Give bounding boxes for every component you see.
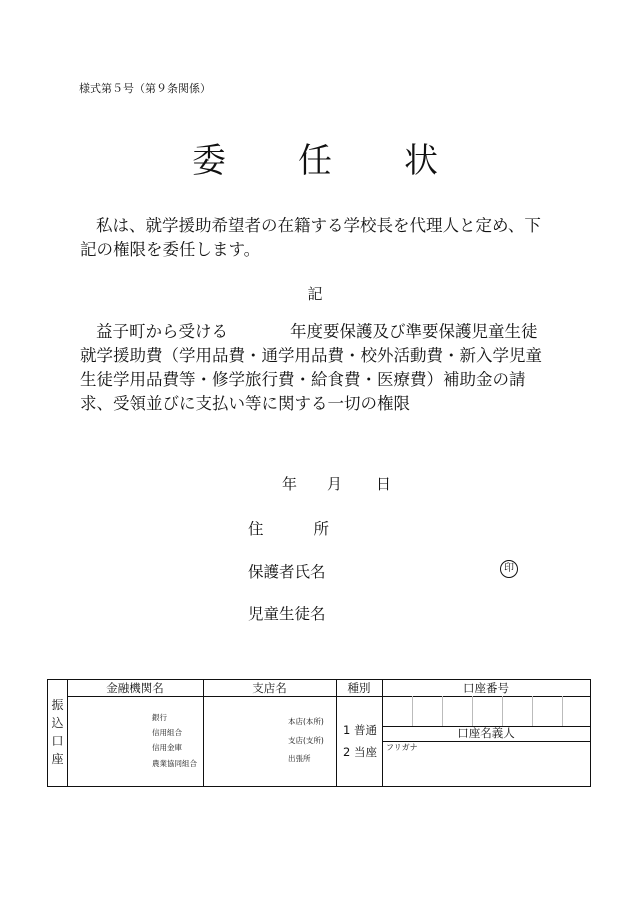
header-institution: 金融機関名 [106, 681, 164, 695]
authority-rest: 年度要保護及び準要保護児童生徒就学援助費（学用品費・通学用品費・校外活動費・新入学児童生徒学用品費等・修学旅行費・給食費・医療費）補助金の請求、受領並びに支払い等に関する一切の権限 [80, 322, 542, 413]
date-line [282, 473, 391, 494]
institution-type: 銀行 [152, 713, 167, 722]
ki-heading: 記 [307, 285, 323, 303]
institution-type: 農業協同組合 [152, 759, 197, 768]
digit-separator [442, 696, 443, 726]
digit-separator [412, 696, 413, 726]
seal-mark: 印 [500, 560, 518, 578]
form-number: 様式第５号（第９条関係） [79, 82, 211, 95]
year-label: 年 [282, 475, 298, 493]
digit-separator [532, 696, 533, 726]
transfer-account-label [48, 696, 67, 768]
title-char: 委 [192, 141, 226, 181]
table-divider [67, 696, 590, 697]
day-label: 日 [376, 475, 392, 493]
branch-type: 本店(本所) [288, 717, 324, 726]
account-type-option[interactable]: 1 普通 [343, 723, 377, 737]
guardian-name-label: 保護者氏名 [248, 563, 326, 581]
title-char: 状 [404, 141, 438, 181]
header-branch: 支店名 [252, 681, 287, 695]
side-char: 込 [51, 716, 64, 730]
authority-description [80, 320, 550, 416]
digit-separator [502, 696, 503, 726]
digit-separator [472, 696, 473, 726]
title-char: 任 [298, 141, 332, 181]
table-divider [382, 741, 590, 742]
furigana-label: フリガナ [386, 743, 418, 752]
authority-start: 益子町から受ける [96, 322, 228, 341]
branch-type: 出張所 [288, 754, 311, 763]
month-label: 月 [327, 475, 343, 493]
side-char: 口 [51, 734, 64, 748]
address-label-char: 住 [248, 520, 264, 538]
account-type-option[interactable]: 2 当座 [343, 745, 377, 759]
side-char: 振 [51, 698, 64, 712]
digit-separator [562, 696, 563, 726]
branch-type: 支店(支所) [288, 736, 324, 745]
address-label [248, 517, 329, 539]
institution-type: 信用金庫 [152, 743, 182, 752]
account-holder-label: 口座名義人 [457, 726, 515, 740]
student-name-label: 児童生徒名 [248, 605, 326, 623]
document-title [0, 133, 630, 182]
header-account-number: 口座番号 [463, 681, 509, 695]
delegation-statement: 私は、就学援助希望者の在籍する学校長を代理人と定め、下記の権限を委任します。 [80, 216, 541, 259]
bank-account-table [47, 679, 591, 787]
header-type: 種別 [347, 681, 371, 695]
address-label-char: 所 [313, 520, 330, 538]
institution-type: 信用組合 [152, 728, 182, 737]
side-char: 座 [51, 752, 64, 766]
